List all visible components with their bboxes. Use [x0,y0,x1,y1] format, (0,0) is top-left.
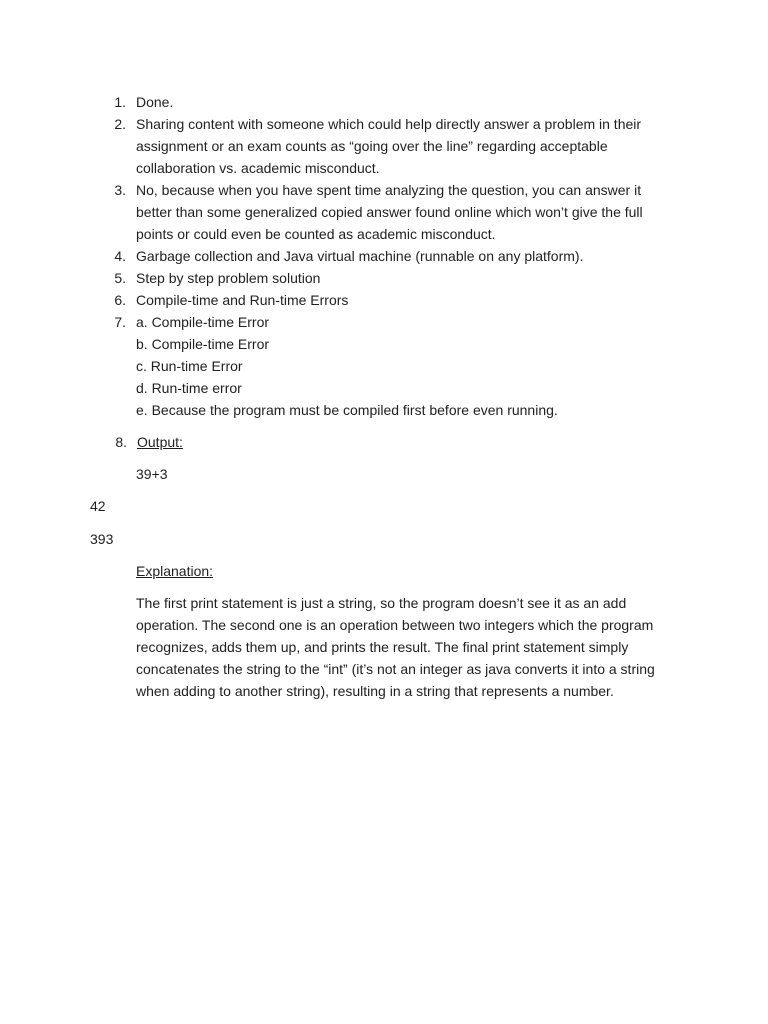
sub-answer-a: a. Compile-time Error [136,314,270,330]
item-number: 6. [114,292,126,308]
item-text: better than some generalized copied answer found online which won’t give the full [136,204,643,220]
item-number: 3. [114,182,126,198]
item-text: Step by step problem solution [136,270,321,286]
item-number: 4. [114,248,126,264]
explanation-line: when adding to another string), resulting in a string that represents a number. [136,683,614,699]
list-item [0,245,680,267]
output-line-2: 42 [90,498,106,514]
item-text: Done. [136,94,174,110]
item-text: assignment or an exam counts as “going over the line” regarding acceptable [136,138,608,154]
sub-answer-b: b. Compile-time Error [136,336,270,352]
item-number: 1. [114,94,126,110]
list-item [0,267,680,289]
item-number: 7. [114,314,126,330]
explanation-paragraph [136,592,684,702]
output-line-3: 393 [90,531,114,547]
list-item [0,179,680,245]
item-number: 2. [114,116,126,132]
item-text: No, because when you have spent time analyzing the question, you can answer it [136,182,642,198]
sub-answer-c: c. Run-time Error [136,358,243,374]
list-item [0,311,680,421]
output-heading: Output: [137,434,183,450]
sub-answer-d: d. Run-time error [136,380,242,396]
item-text: collaboration vs. academic misconduct. [136,160,380,176]
sub-answer-e: e. Because the program must be compiled first before even running. [136,402,558,418]
list-item [0,113,680,179]
explanation-line: operation. The second one is an operation between two integers which the program [136,617,654,633]
output-line-1: 39+3 [136,466,168,482]
item-text: Compile-time and Run-time Errors [136,292,349,308]
item-number: 8. [115,434,127,450]
explanation-line: recognizes, adds them up, and prints the result. The final print statement simply [136,639,629,655]
list-item [0,289,680,311]
item-number: 5. [114,270,126,286]
list-item [0,91,680,113]
item-text: Garbage collection and Java virtual machine (runnable on any platform). [136,248,584,264]
answers-list [0,91,768,421]
item-text: points or could even be counted as academic misconduct. [136,226,496,242]
explanation-line: concatenates the string to the “int” (it’s not an integer as java converts it into a string [136,661,655,677]
item-text: Sharing content with someone which could help directly answer a problem in their [136,116,642,132]
explanation-heading: Explanation: [136,563,214,579]
explanation-line: The first print statement is just a string, so the program doesn’t see it as an add [136,595,627,611]
